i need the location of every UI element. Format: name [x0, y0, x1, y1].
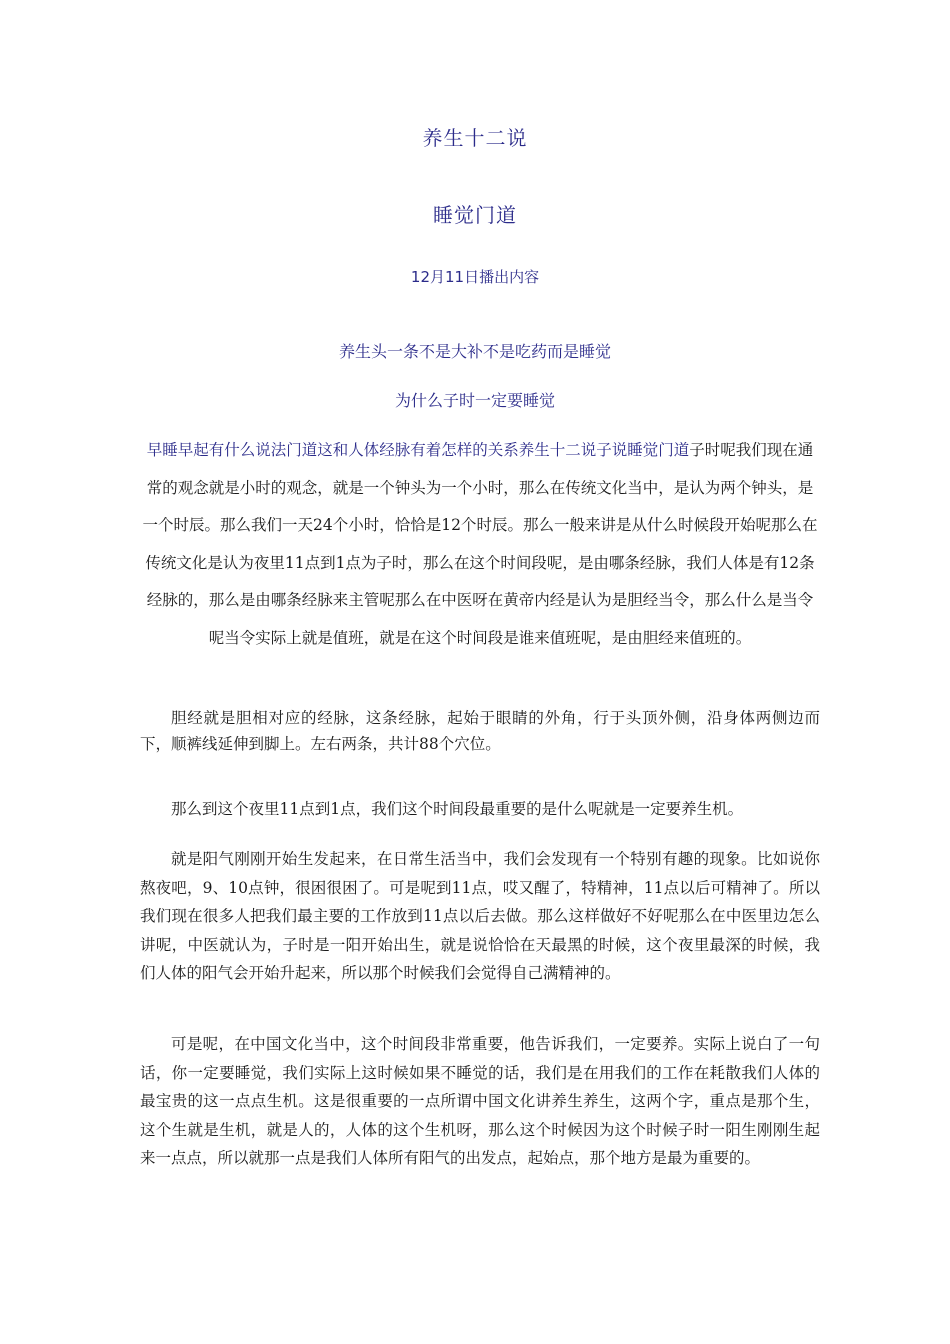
broadcast-date: 12月11日播出内容: [410, 268, 540, 286]
document-subtitle: 睡觉门道: [433, 203, 517, 227]
centered-intro-paragraph: [140, 432, 820, 657]
intro-body-text: 子时呢我们现在通常的观念就是小时的观念，就是一个钟头为一个小时，那么在传统文化当中，是认为两个钟头，是一个时辰。那么我们一天24个小时，恰恰是12个时辰。那么一般来讲是从什么时候段开始呢那么在传统文化是认为夜里11点到1点为子时，那么在这个时间段呢，是由哪条经脉，我们人体是有12条经脉的，那么是由哪条经脉来主管呢那么在中医呀在黄帝内经是认为是胆经当令，那么什么是当令呢当令实际上就是值班，就是在这个时间段是谁来值班呢，是由胆经来值班的。: [142, 441, 818, 647]
document-title: 养生十二说: [422, 126, 528, 150]
paragraph-yang-qi: 就是阳气刚刚开始生发起来，在日常生活当中，我们会发现有一个特别有趣的现象。比如说你熬夜吧，9、10点钟，很困很困了。可是呢到11点，哎又醒了，特精神，11点以后可精神了。所以我们现在很多人把我们最主要的工作放到11点以后去做。那么这样做好不好呢那么在中医里边怎么讲呢，中医就认为，子时是一阳开始出生，就是说恰恰在天最黑的时候，这个夜里最深的时候，我们人体的阳气会开始升起来，所以那个时候我们会觉得自己满精神的。: [140, 850, 820, 982]
paragraph-sleep-importance: 可是呢，在中国文化当中，这个时间段非常重要，他告诉我们，一定要养。实际上说白了一句话，你一定要睡觉，我们实际上这时候如果不睡觉的话，我们是在用我们的工作在耗散我们人体的最宝贵的这一点点生机。这是很重要的一点所谓中国文化讲养生养生，这两个字，重点是那个生，这个生就是生机，就是人的，人体的这个生机呀，那么这个时候因为这个时候子时一阳生刚刚生起来一点点，所以就那一点是我们人体所有阳气的出发点，起始点，那个地方是最为重要的。: [140, 1035, 820, 1167]
section-heading-1: 养生头一条不是大补不是吃药而是睡觉: [338, 342, 611, 361]
paragraph-zi-time: 那么到这个夜里11点到1点，我们这个时间段最重要的是什么呢就是一定要养生机。: [171, 800, 744, 818]
intro-lead-text: 早睡早起有什么说法门道这和人体经脉有着怎样的关系养生十二说子说睡觉门道: [146, 441, 690, 459]
section-heading-2: 为什么子时一定要睡觉: [394, 391, 555, 410]
paragraph-gallbladder-meridian: 胆经就是胆相对应的经脉，这条经脉，起始于眼睛的外角，行于头顶外侧，沿身体两侧边而下，顺裤线延伸到脚上。左右两条，共计88个穴位。: [140, 709, 820, 753]
